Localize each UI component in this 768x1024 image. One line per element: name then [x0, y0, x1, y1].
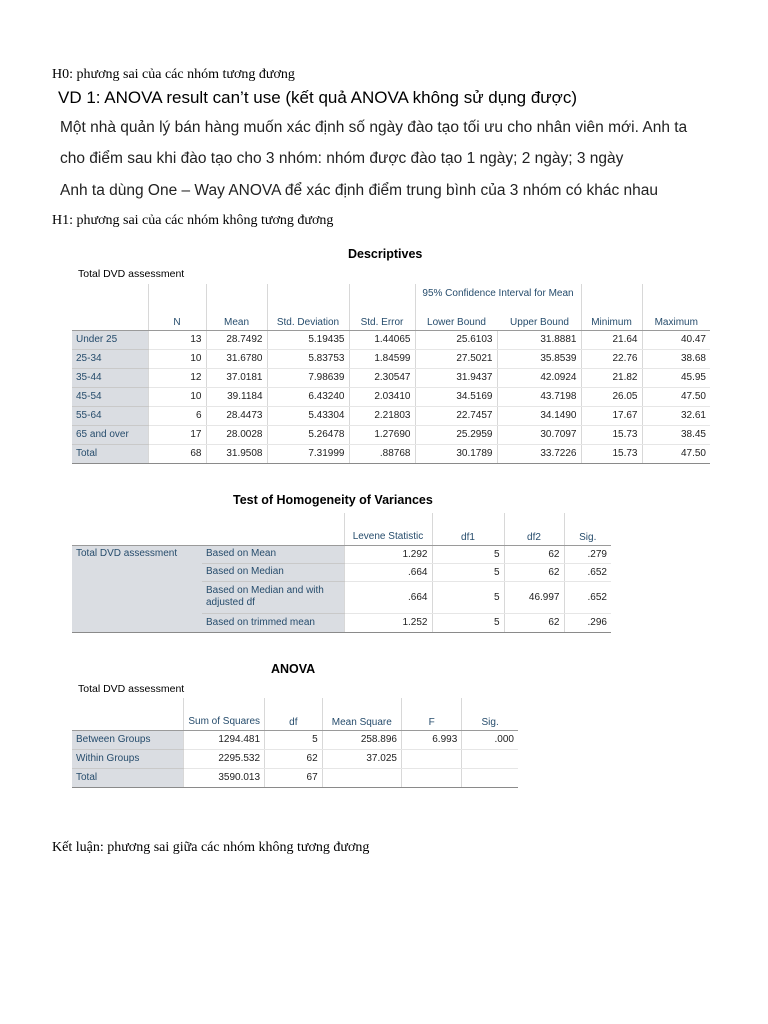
row-label: 55-64 [72, 406, 148, 425]
table-row [72, 545, 611, 563]
table-cell: 6 [148, 406, 206, 425]
table-cell: 33.7226 [497, 444, 581, 463]
table-cell: 10 [148, 387, 206, 406]
table-cell: .88768 [349, 444, 415, 463]
example-line-3: Anh ta dùng One – Way ANOVA để xác định điểm trung bình của 3 nhóm có khác nhau [60, 182, 658, 199]
row-label: Within Groups [72, 749, 184, 768]
table-cell: .652 [564, 581, 611, 613]
table-cell: 5.26478 [267, 425, 349, 444]
homogeneity-title: Test of Homogeneity of Variances [233, 493, 433, 507]
table-cell: 15.73 [581, 444, 642, 463]
anova-title: ANOVA [271, 662, 316, 676]
col-header: Std. Deviation [267, 284, 349, 330]
table-cell: 1.27690 [349, 425, 415, 444]
table-cell: 1.84599 [349, 349, 415, 368]
table-row [72, 749, 518, 768]
col-header: df2 [504, 513, 564, 545]
table-cell: 28.0028 [206, 425, 267, 444]
table-row [72, 330, 710, 349]
table-cell: 62 [265, 749, 323, 768]
anova-subtitle: Total DVD assessment [78, 683, 185, 695]
table-cell: .664 [344, 563, 432, 581]
col-header: Maximum [642, 284, 710, 330]
ci-header-cell [415, 284, 581, 330]
table-cell: .000 [462, 730, 518, 749]
table-cell: 30.7097 [497, 425, 581, 444]
row-label: 65 and over [72, 425, 148, 444]
table-cell [462, 749, 518, 768]
table-cell: 5 [432, 613, 504, 632]
table-cell: 15.73 [581, 425, 642, 444]
table-cell: 30.1789 [415, 444, 497, 463]
row-label: Based on Median and with adjusted df [202, 581, 344, 613]
col-header: Mean Square [322, 698, 401, 730]
table-cell: 67 [265, 768, 323, 787]
row-label: Total [72, 444, 148, 463]
table-cell: 34.5169 [415, 387, 497, 406]
table-cell: 39.1184 [206, 387, 267, 406]
table-cell: 1.292 [344, 545, 432, 563]
col-header: Mean [206, 284, 267, 330]
table-row [72, 406, 710, 425]
table-row [72, 349, 710, 368]
table-cell: 28.7492 [206, 330, 267, 349]
table-cell: 25.6103 [415, 330, 497, 349]
table-cell: 37.025 [322, 749, 401, 768]
conclusion-text: Kết luận: phương sai giữa các nhóm không tương đương [52, 840, 370, 855]
table-cell: 22.76 [581, 349, 642, 368]
col-header: F [401, 698, 461, 730]
table-cell: 6.43240 [267, 387, 349, 406]
table-cell: .664 [344, 581, 432, 613]
table-row [72, 730, 518, 749]
row-label: Based on Mean [202, 545, 344, 563]
table-cell: 62 [504, 613, 564, 632]
table-cell: 37.0181 [206, 368, 267, 387]
table-cell: 27.5021 [415, 349, 497, 368]
table-cell: 31.8881 [497, 330, 581, 349]
table-cell: .652 [564, 563, 611, 581]
table-cell [401, 768, 461, 787]
table-cell: 35.8539 [497, 349, 581, 368]
table-cell: 28.4473 [206, 406, 267, 425]
table-cell [322, 768, 401, 787]
table-cell: 68 [148, 444, 206, 463]
table-cell: 47.50 [642, 387, 710, 406]
descriptives-subtitle: Total DVD assessment [78, 268, 185, 280]
table-cell [462, 768, 518, 787]
descriptives-title: Descriptives [348, 247, 423, 261]
table-row [72, 444, 710, 463]
col-header: Upper Bound [510, 316, 569, 328]
table-cell: 2.30547 [349, 368, 415, 387]
table-cell: 31.9508 [206, 444, 267, 463]
col-header: Lower Bound [427, 316, 486, 328]
table-cell: 7.31999 [267, 444, 349, 463]
example-line-2: cho điểm sau khi đào tạo cho 3 nhóm: nhóm được đào tạo 1 ngày; 2 ngày; 3 ngày [60, 150, 624, 167]
table-cell: 31.9437 [415, 368, 497, 387]
table-cell: 1.44065 [349, 330, 415, 349]
table-cell: 21.64 [581, 330, 642, 349]
col-header: Sig. [462, 698, 518, 730]
table-row [72, 387, 710, 406]
table-cell: 34.1490 [497, 406, 581, 425]
table-cell: 5.19435 [267, 330, 349, 349]
table-cell: 258.896 [322, 730, 401, 749]
table-cell: 17.67 [581, 406, 642, 425]
table-cell: 5 [432, 581, 504, 613]
col-header: Std. Error [349, 284, 415, 330]
anova-header-row [72, 698, 518, 730]
table-row [72, 368, 710, 387]
table-cell: 1294.481 [184, 730, 265, 749]
col-header: df [265, 698, 323, 730]
table-cell: 38.45 [642, 425, 710, 444]
homogeneity-header-row [72, 513, 611, 545]
group-label: Total DVD assessment [72, 545, 202, 632]
table-cell: 13 [148, 330, 206, 349]
table-cell: 25.2959 [415, 425, 497, 444]
table-cell: 40.47 [642, 330, 710, 349]
table-cell: 1.252 [344, 613, 432, 632]
example-title: VD 1: ANOVA result can’t use (kết quả ANOVA không sử dụng được) [58, 88, 577, 107]
table-cell: 21.82 [581, 368, 642, 387]
table-cell: 5 [432, 545, 504, 563]
row-label: Based on trimmed mean [202, 613, 344, 632]
table-cell: 12 [148, 368, 206, 387]
table-cell: 2.03410 [349, 387, 415, 406]
table-cell: 42.0924 [497, 368, 581, 387]
table-cell: 5.83753 [267, 349, 349, 368]
anova-table [72, 698, 518, 788]
table-cell: 22.7457 [415, 406, 497, 425]
table-cell: 2.21803 [349, 406, 415, 425]
table-cell: 47.50 [642, 444, 710, 463]
h0-text: H0: phương sai của các nhóm tương đương [52, 67, 295, 82]
table-cell: 3590.013 [184, 768, 265, 787]
col-header: Levene Statistic [344, 513, 432, 545]
row-label: Total [72, 768, 184, 787]
table-cell: 5 [432, 563, 504, 581]
col-header: Sig. [564, 513, 611, 545]
table-row [72, 425, 710, 444]
table-cell: .296 [564, 613, 611, 632]
table-cell: 32.61 [642, 406, 710, 425]
table-cell: 38.68 [642, 349, 710, 368]
table-cell [401, 749, 461, 768]
table-cell: 5 [265, 730, 323, 749]
col-header: Minimum [581, 284, 642, 330]
ci-header: 95% Confidence Interval for Mean [422, 288, 574, 299]
example-line-1: Một nhà quản lý bán hàng muốn xác định số ngày đào tạo tối ưu cho nhân viên mới. Anh ta [60, 119, 688, 136]
descriptives-header-row [72, 284, 710, 330]
row-label: Based on Median [202, 563, 344, 581]
table-cell: 43.7198 [497, 387, 581, 406]
col-header: df1 [432, 513, 504, 545]
table-row [72, 768, 518, 787]
col-header: Sum of Squares [184, 698, 265, 730]
table-cell: 62 [504, 563, 564, 581]
table-cell: 31.6780 [206, 349, 267, 368]
row-label: 25-34 [72, 349, 148, 368]
table-cell: 62 [504, 545, 564, 563]
row-label: Under 25 [72, 330, 148, 349]
descriptives-table [72, 284, 710, 464]
table-cell: 5.43304 [267, 406, 349, 425]
row-label: 35-44 [72, 368, 148, 387]
homogeneity-table [72, 513, 611, 633]
table-cell: 2295.532 [184, 749, 265, 768]
table-cell: 46.997 [504, 581, 564, 613]
table-cell: 17 [148, 425, 206, 444]
table-cell: 10 [148, 349, 206, 368]
table-cell: .279 [564, 545, 611, 563]
row-label: 45-54 [72, 387, 148, 406]
h1-text: H1: phương sai của các nhóm không tương đương [52, 213, 334, 228]
table-cell: 6.993 [401, 730, 461, 749]
table-cell: 45.95 [642, 368, 710, 387]
table-cell: 7.98639 [267, 368, 349, 387]
row-label: Between Groups [72, 730, 184, 749]
col-header: N [148, 284, 206, 330]
table-cell: 26.05 [581, 387, 642, 406]
